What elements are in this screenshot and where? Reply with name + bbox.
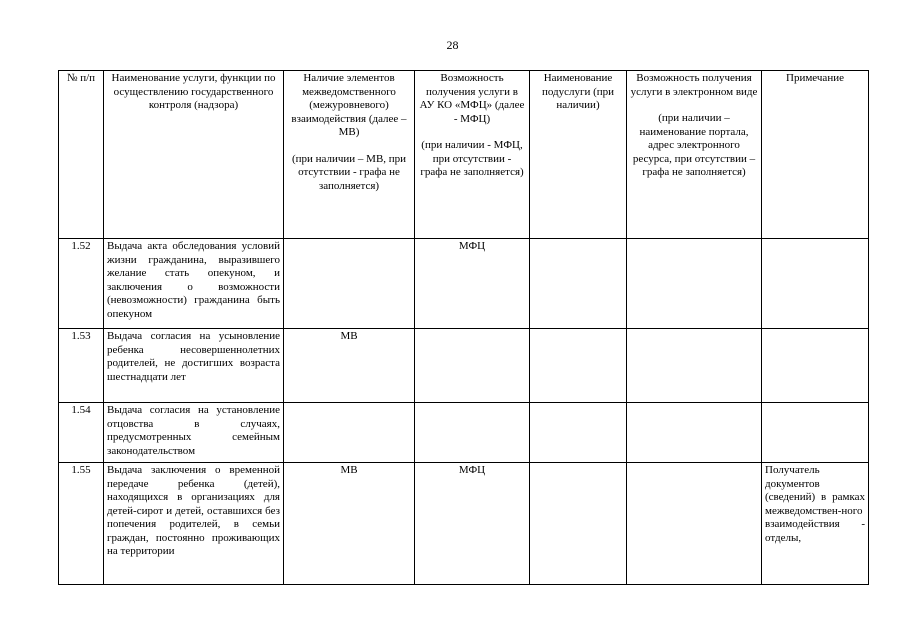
note-cell bbox=[762, 239, 869, 329]
table-row bbox=[59, 403, 869, 463]
header-cell-note: Примечание bbox=[762, 71, 869, 239]
header-cell-electronic: Возможность получения услуги в электронном виде (при наличии – наименование портала, адрес электронного ресурса, при отсутствии – графа не заполняется) bbox=[627, 71, 762, 239]
service-name: Выдача согласия на усыновление ребенка несовершеннолетних родителей, не достигших возраста шестнадцати лет bbox=[104, 329, 284, 403]
electronic-cell bbox=[627, 403, 762, 463]
mfc-cell bbox=[415, 329, 530, 403]
row-number: 1.54 bbox=[59, 403, 104, 463]
table-row bbox=[59, 329, 869, 403]
row-number: 1.53 bbox=[59, 329, 104, 403]
subservice-cell bbox=[530, 403, 627, 463]
interagency-cell: МВ bbox=[284, 463, 415, 585]
mfc-cell: МФЦ bbox=[415, 239, 530, 329]
header-cell-number: № п/п bbox=[59, 71, 104, 239]
header-cell-service-name: Наименование услуги, функции по осуществлению государственного контроля (надзора) bbox=[104, 71, 284, 239]
note-cell bbox=[762, 403, 869, 463]
electronic-cell bbox=[627, 463, 762, 585]
service-name: Выдача согласия на установление отцовства в случаях, предусмотренных семейным законодательством bbox=[104, 403, 284, 463]
interagency-cell bbox=[284, 403, 415, 463]
interagency-cell: МВ bbox=[284, 329, 415, 403]
header-cell-mfc: Возможность получения услуги в АУ КО «МФЦ» (далее - МФЦ) (при наличии - МФЦ, при отсутствии - графа не заполняется) bbox=[415, 71, 530, 239]
page-number: 28 bbox=[446, 38, 459, 52]
service-name: Выдача заключения о временной передаче ребенка (детей), находящихся в организациях для детей-сирот и детей, оставшихся без попечения родителей, в семьи граждан, постоянно проживающих на территории bbox=[104, 463, 284, 585]
table-row bbox=[59, 463, 869, 585]
note-cell bbox=[762, 329, 869, 403]
header-cell-subservice: Наименование подуслуги (при наличии) bbox=[530, 71, 627, 239]
row-number: 1.52 bbox=[59, 239, 104, 329]
services-table bbox=[58, 70, 869, 585]
note-cell: Получатель документов (сведений) в рамках межведомствен-ного взаимодействия - отделы, bbox=[762, 463, 869, 585]
mfc-cell bbox=[415, 403, 530, 463]
row-number: 1.55 bbox=[59, 463, 104, 585]
subservice-cell bbox=[530, 463, 627, 585]
table-row bbox=[59, 239, 869, 329]
interagency-cell bbox=[284, 239, 415, 329]
electronic-cell bbox=[627, 329, 762, 403]
electronic-cell bbox=[627, 239, 762, 329]
mfc-cell: МФЦ bbox=[415, 463, 530, 585]
subservice-cell bbox=[530, 329, 627, 403]
table-header-row bbox=[59, 71, 869, 239]
header-cell-interagency: Наличие элементов межведомственного (межуровневого) взаимодействия (далее – МВ) (при наличии – МВ, при отсутствии - графа не заполняется) bbox=[284, 71, 415, 239]
subservice-cell bbox=[530, 239, 627, 329]
service-name: Выдача акта обследования условий жизни гражданина, выразившего желание стать опекуном, и заключения о возможности (невозможности) гражданина быть опекуном bbox=[104, 239, 284, 329]
